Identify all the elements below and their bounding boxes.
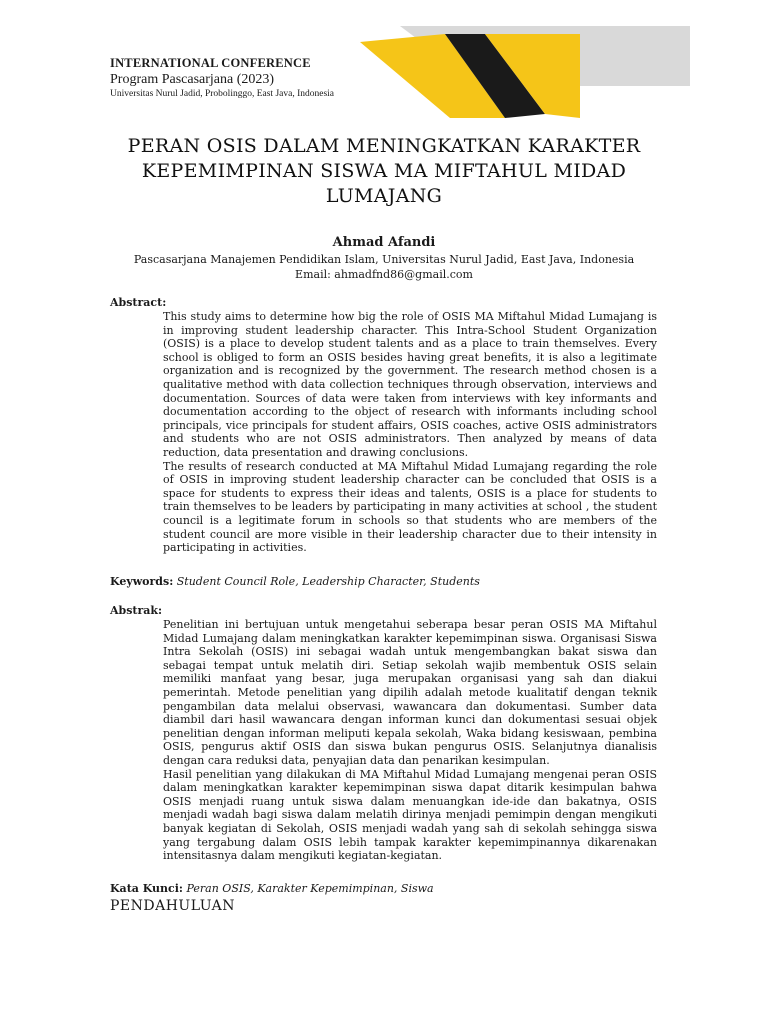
kata-kunci-line	[110, 882, 434, 895]
paper-title: PERAN OSIS DALAM MENINGKATKAN KARAKTER KEPEMIMPINAN SISWA MA MIFTAHUL MIDAD LUMAJANG	[127, 135, 641, 207]
conference-program: Program Pascasarjana (2023)	[110, 72, 275, 87]
abstrak-body	[163, 618, 657, 863]
author-email: Email: ahmadfnd86@gmail.com	[295, 268, 473, 281]
gray-right	[580, 26, 690, 86]
abstract-paragraph: This study aims to determine how big the role of OSIS MA Miftahul Midad Lumajang is in improving student leadership character. This Intra-School Student Organization (OSIS) is a place to develop student talents and as a place to train themselves. Every school is obliged to form an OSIS besides having great benefits, it is also a legitimate organization and is recognized by the government. The research method chosen is a qualitative method with data collection techniques through observation, interviews and documentation. Sources of data were taken from interviews with key informants and documentation according to the object of research with informants including school principals, vice principals for student affairs, OSIS coaches, active OSIS administrators and students who are not OSIS administrators. Then analyzed by means of data reduction, data presentation and drawing conclusions.	[163, 310, 657, 459]
header-decoration	[330, 26, 690, 118]
keywords-line	[110, 575, 480, 588]
kata-kunci-label: Kata Kunci:	[110, 882, 183, 895]
keywords-label: Keywords:	[110, 575, 174, 588]
section-heading-pendahuluan: PENDAHULUAN	[110, 898, 235, 914]
conference-title: INTERNATIONAL CONFERENCE	[110, 56, 311, 70]
conference-university: Universitas Nurul Jadid, Probolinggo, East Java, Indonesia	[110, 89, 335, 99]
abstrak-label: Abstrak:	[110, 604, 163, 617]
keywords-values: Student Council Role, Leadership Character, Students	[176, 575, 480, 588]
abstract-body	[163, 310, 657, 555]
abstrak-paragraph: Penelitian ini bertujuan untuk mengetahui seberapa besar peran OSIS MA Miftahul Midad Lumajang dalam meningkatkan karakter kepemimpinan siswa. Organisasi Siswa Intra Sekolah (OSIS) ini sebagai wadah untuk mengembangkan bakat siswa dan sebagai tempat untuk melatih diri. Setiap sekolah wajib membentuk OSIS selain memiliki manfaat yang besar, juga merupakan organisasi yang sah dan diakui pemerintah. Metode penelitian yang dipilih adalah metode kualitatif dengan teknik pengambilan data melalui observasi, wawancara dan dokumentasi. Sumber data diambil dari hasil wawancara dengan informan kunci dan dokumentasi sesuai objek penelitian dengan informan meliputi kepala sekolah, Waka bidang kesiswaan, pembina OSIS, pengurus aktif OSIS dan siswa bukan pengurus OSIS. Selanjutnya dianalisis dengan cara reduksi data, penyajian data dan penarikan kesimpulan.	[163, 618, 657, 767]
abstract-paragraph: The results of research conducted at MA Miftahul Midad Lumajang regarding the role of OSIS in improving student leadership character can be concluded that OSIS is a space for students to express their ideas and talents, OSIS is a place for students to train themselves to be leaders by participating in many activities at school , the student council is a legitimate forum in schools so that students who are members of the student council are more visible in their leadership character due to their intensity in participating in activities.	[163, 459, 657, 555]
kata-kunci-values: Peran OSIS, Karakter Kepemimpinan, Siswa	[186, 882, 434, 895]
author-name: Ahmad Afandi	[332, 235, 436, 250]
abstract-label: Abstract:	[110, 296, 167, 309]
author-affiliation: Pascasarjana Manajemen Pendidikan Islam, Universitas Nurul Jadid, East Java, Indonesia	[133, 253, 635, 266]
abstrak-paragraph: Hasil penelitian yang dilakukan di MA Miftahul Midad Lumajang mengenai peran OSIS dalam meningkatkan karakter kepemimpinan siswa dapat ditarik kesimpulan bahwa OSIS menjadi ruang untuk siswa dalam menuangkan ide-ide dan bakatnya, OSIS menjadi wadah bagi siswa dalam melatih dirinya menjadi pemimpin dengan mengikuti banyak kegiatan di Sekolah, OSIS menjadi wadah yang sah di sekolah sehingga siswa yang tergabung dalam OSIS lebih tampak karakter kepemimpinannya dikarenakan intensitasnya dalam mengikuti kegiatan-kegiatan.	[163, 767, 657, 863]
conference-header	[110, 56, 334, 99]
